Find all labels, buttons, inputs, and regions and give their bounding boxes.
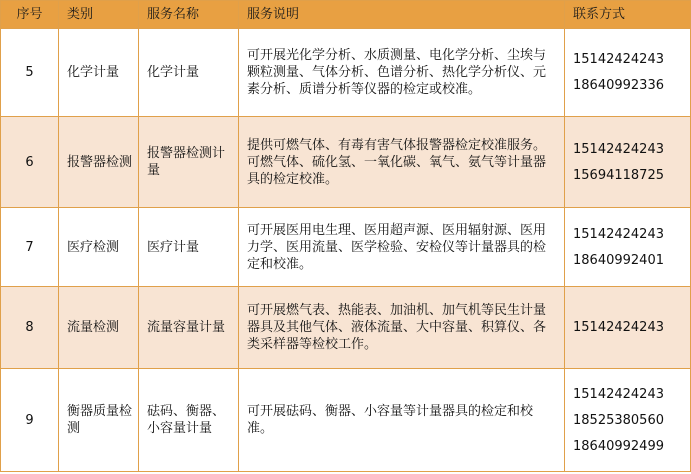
row-category: 化学计量 — [59, 29, 139, 117]
phone-number: 15142424243 — [573, 52, 664, 67]
header-row — [1, 1, 691, 29]
row-index: 9 — [1, 369, 59, 472]
table-row — [1, 117, 691, 208]
row-service-name: 流量容量计量 — [139, 287, 239, 369]
row-service-name: 报警器检测计量 — [139, 117, 239, 208]
row-description: 可开展医用电生理、医用超声源、医用辐射源、医用力学、医用流量、医学检验、安检仪等计量器具的检定和校准。 — [239, 208, 565, 287]
phone-number: 18640992336 — [573, 78, 664, 93]
table-row — [1, 287, 691, 369]
row-description: 可开展光化学分析、水质测量、电化学分析、尘埃与颗粒测量、气体分析、色谱分析、热化学分析仪、元素分析、质谱分析等仪器的检定或校准。 — [239, 29, 565, 117]
row-service-name: 医疗计量 — [139, 208, 239, 287]
row-index: 7 — [1, 208, 59, 287]
phone-number: 15694118725 — [573, 167, 664, 183]
row-phones — [565, 287, 691, 369]
phone-number: 18640992499 — [573, 438, 664, 454]
table-row — [1, 369, 691, 472]
row-phones — [565, 208, 691, 287]
row-phones — [565, 29, 691, 117]
header-category: 类别 — [59, 1, 139, 29]
phone-number: 15142424243 — [573, 141, 664, 157]
row-category: 衡器质量检测 — [59, 369, 139, 472]
header-service-description: 服务说明 — [239, 1, 565, 29]
row-index: 6 — [1, 117, 59, 208]
header-contact: 联系方式 — [565, 1, 691, 29]
header-index: 序号 — [1, 1, 59, 29]
header-service-name: 服务名称 — [139, 1, 239, 29]
row-service-name: 化学计量 — [139, 29, 239, 117]
row-category: 流量检测 — [59, 287, 139, 369]
row-category: 报警器检测 — [59, 117, 139, 208]
phone-number: 15142424243 — [573, 320, 664, 335]
row-category: 医疗检测 — [59, 208, 139, 287]
phone-number: 15142424243 — [573, 226, 664, 242]
row-service-name: 砝码、衡器、小容量计量 — [139, 369, 239, 472]
phone-number: 15142424243 — [573, 386, 664, 402]
row-description: 可开展燃气表、热能表、加油机、加气机等民生计量器具及其他气体、液体流量、大中容量、积算仪、各类采样器等检校工作。 — [239, 287, 565, 369]
row-description: 提供可燃气体、有毒有害气体报警器检定校准服务。可燃气体、硫化氢、一氧化碳、氧气、氨气等计量器具的检定校准。 — [239, 117, 565, 208]
row-phones — [565, 117, 691, 208]
phone-number: 18640992401 — [573, 252, 664, 268]
phone-number: 18525380560 — [573, 412, 664, 428]
row-phones — [565, 369, 691, 472]
table-row — [1, 29, 691, 117]
row-index: 8 — [1, 287, 59, 369]
row-description: 可开展砝码、衡器、小容量等计量器具的检定和校准。 — [239, 369, 565, 472]
row-index: 5 — [1, 29, 59, 117]
table-row — [1, 208, 691, 287]
